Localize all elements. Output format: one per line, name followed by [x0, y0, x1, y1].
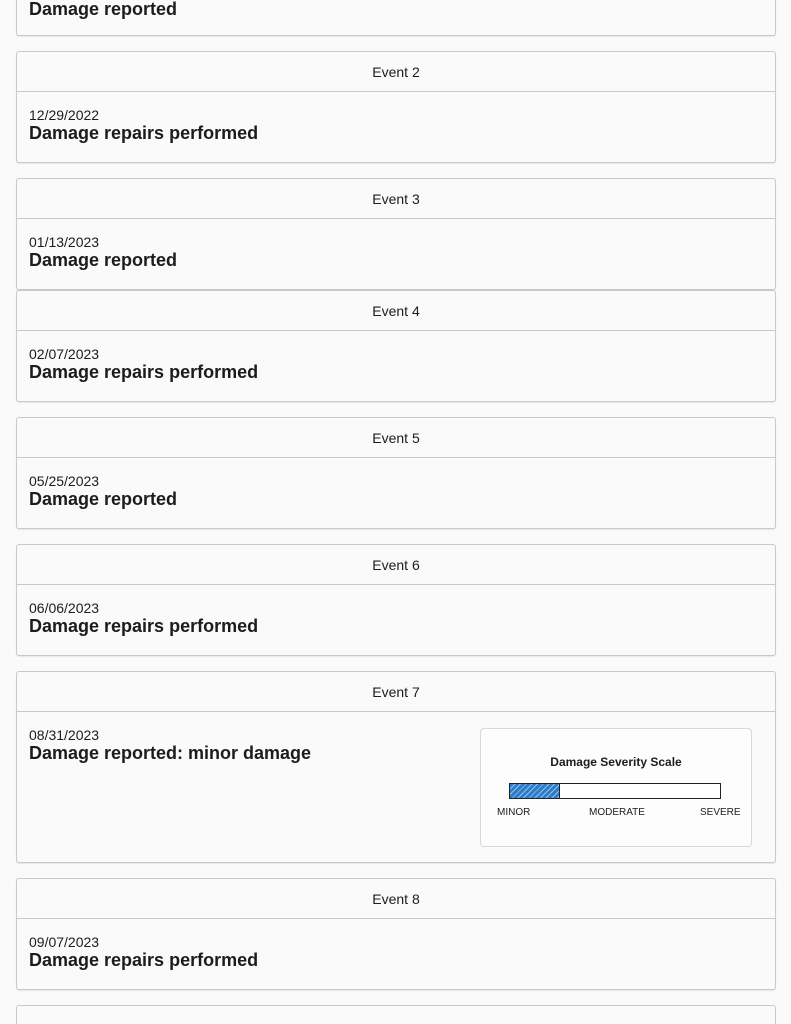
event-header: Event 2	[17, 52, 775, 92]
severity-label-moderate: MODERATE	[589, 807, 645, 818]
event-description: Damage reported	[29, 250, 178, 270]
event-card-4	[16, 290, 776, 402]
event-card-body	[17, 92, 775, 143]
event-card-body	[17, 585, 775, 636]
event-description: Damage reported	[29, 489, 178, 509]
event-description: Damage repairs performed	[29, 950, 259, 970]
damage-severity-scale	[480, 728, 752, 847]
event-card-1	[16, 0, 776, 36]
event-description: Damage reported: minor damage	[29, 743, 312, 763]
event-header: Event 8	[17, 879, 775, 919]
event-date: 08/31/2023	[29, 727, 100, 743]
event-card-body	[17, 0, 775, 19]
event-header: Event 5	[17, 418, 775, 458]
severity-label-severe: SEVERE	[700, 807, 741, 818]
event-date: 12/29/2022	[29, 107, 100, 123]
event-card-body	[17, 219, 775, 270]
event-card-next	[16, 1005, 776, 1024]
event-card-body	[17, 458, 775, 509]
event-card-7	[16, 671, 776, 863]
event-date: 06/06/2023	[29, 600, 100, 616]
event-header: Event 3	[17, 179, 775, 219]
event-date: 02/07/2023	[29, 346, 100, 362]
event-card-8	[16, 878, 776, 990]
event-description: Damage reported	[29, 0, 178, 19]
severity-label-minor: MINOR	[497, 807, 531, 818]
event-date: 01/13/2023	[29, 234, 100, 250]
event-date: 05/25/2023	[29, 473, 100, 489]
event-card-6	[16, 544, 776, 656]
event-description: Damage repairs performed	[29, 616, 259, 636]
severity-scale-bar	[509, 783, 721, 799]
event-card-body	[17, 712, 775, 862]
event-header: Event 7	[17, 672, 775, 712]
event-card-body	[17, 331, 775, 382]
event-description: Damage repairs performed	[29, 123, 259, 143]
severity-scale-title: Damage Severity Scale	[550, 755, 682, 769]
event-card-3	[16, 178, 776, 290]
event-header: Event 4	[17, 291, 775, 331]
event-description: Damage repairs performed	[29, 362, 259, 382]
event-card-body	[17, 919, 775, 970]
severity-scale-fill	[510, 784, 560, 798]
event-card-2	[16, 51, 776, 163]
event-card-5	[16, 417, 776, 529]
event-header: Event 6	[17, 545, 775, 585]
event-date: 09/07/2023	[29, 934, 100, 950]
